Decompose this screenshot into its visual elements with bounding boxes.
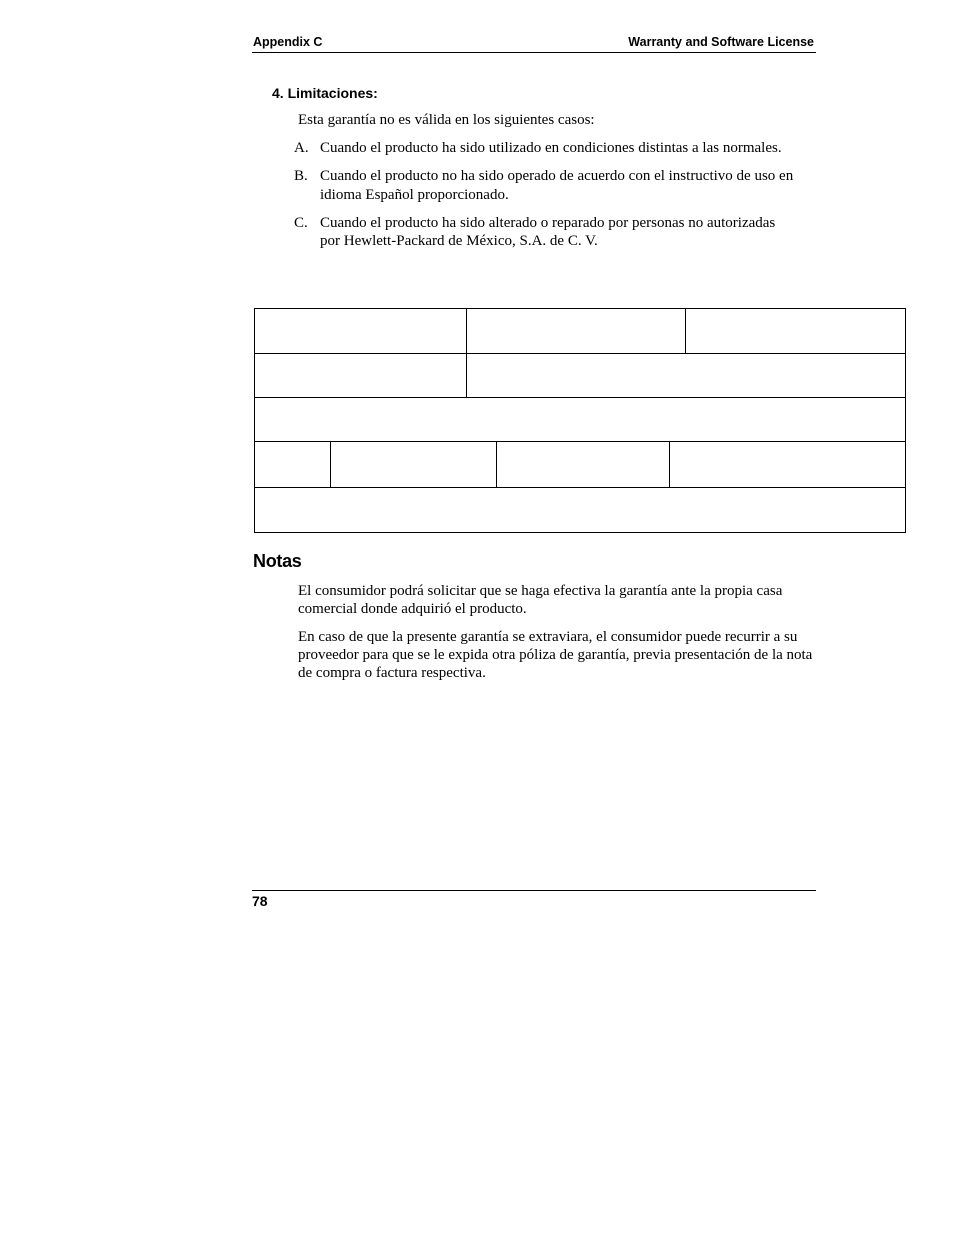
form-cell-empty[interactable]	[255, 354, 466, 397]
list-marker: B.	[294, 168, 308, 184]
form-cell-empty[interactable]	[670, 442, 904, 487]
form-cell-empty[interactable]	[331, 442, 496, 487]
list-item-text: Cuando el producto ha sido utilizado en condiciones distintas a las normales.	[320, 140, 782, 156]
form-cell-empty[interactable]	[467, 354, 904, 397]
header-section-title: Warranty and Software License	[628, 35, 814, 49]
warranty-form-table	[254, 308, 906, 533]
list-item-text: Cuando el producto no ha sido operado de acuerdo con el instructivo de uso en idioma Español proporcionado.	[320, 168, 794, 203]
form-cell-empty[interactable]	[255, 442, 330, 487]
section-intro: Esta garantía no es válida en los siguientes casos:	[298, 112, 595, 128]
list-item-text: Cuando el producto ha sido alterado o reparado por personas no autorizadas por Hewlett-Packard de México, S.A. de C. V.	[320, 214, 776, 249]
list-item	[294, 139, 794, 158]
notes-body	[298, 582, 814, 692]
header-chapter: Appendix C	[253, 35, 323, 49]
form-cell-empty[interactable]	[467, 309, 685, 353]
form-cell-empty[interactable]	[255, 488, 904, 531]
form-cell-empty[interactable]	[255, 398, 904, 441]
page-header	[252, 34, 816, 53]
limitations-list	[294, 139, 794, 260]
form-cell-empty[interactable]	[255, 309, 466, 353]
notes-heading: Notas	[253, 551, 302, 571]
form-cell-empty[interactable]	[497, 442, 669, 487]
notes-paragraph: En caso de que la presente garantía se extraviara, el consumidor puede recurrir a su proveedor para que se le expida otra póliza de garantía, previa presentación de la nota de compra o factura respectiva.	[298, 629, 813, 681]
footer-rule	[252, 890, 816, 891]
list-item	[294, 167, 794, 204]
form-cell-empty[interactable]	[686, 309, 904, 353]
list-item	[294, 214, 794, 251]
list-marker: C.	[294, 214, 308, 231]
list-marker: A.	[294, 140, 309, 156]
section-title: 4. Limitaciones:	[272, 85, 378, 101]
notes-paragraph: El consumidor podrá solicitar que se haga efectiva la garantía ante la propia casa comercial donde adquirió el producto.	[298, 583, 783, 617]
page-number: 78	[252, 893, 268, 909]
